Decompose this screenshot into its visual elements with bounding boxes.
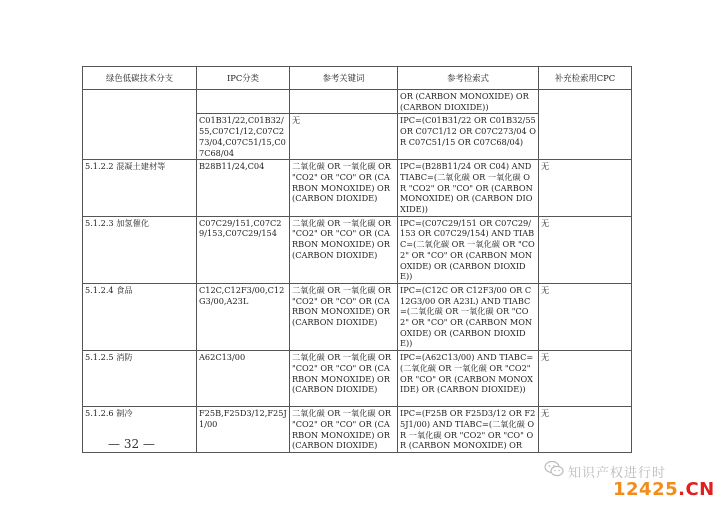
formula-cell: IPC=(F25B OR F25D3/12 OR F25J1/00) AND TIABC=(二氧化碳 OR 一氧化碳 OR "CO2" OR "CO" OR (CARBON MONOXIDE) OR	[398, 407, 539, 453]
keywords-cell: 二氧化碳 OR 一氧化碳 OR "CO2" OR "CO" OR (CARBON MONOXIDE) OR (CARBON DIOXIDE)	[290, 160, 398, 217]
branch-cell: 5.1.2.2 混凝土建材等	[83, 160, 197, 217]
cpc-cell: 无	[539, 160, 632, 217]
branch-cell: 5.1.2.4 食品	[83, 283, 197, 350]
cpc-cell: 无	[539, 407, 632, 453]
site-logo-tld: CN	[685, 479, 715, 500]
cpc-cell: 无	[539, 351, 632, 407]
formula-cell: IPC=(A62C13/00) AND TIABC=(二氧化碳 OR 一氧化碳 OR "CO2" OR "CO" OR (CARBON MONOXIDE) OR (CARBON DIOXIDE))	[398, 351, 539, 407]
formula-cell: IPC=(B28B11/24 OR C04) AND TIABC=(二氧化碳 OR 一氧化碳 OR "CO2" OR "CO" OR (CARBON MONOXIDE) OR (CARBON DIOXIDE))	[398, 160, 539, 217]
table-row	[83, 216, 632, 283]
keywords-cell: 二氧化碳 OR 一氧化碳 OR "CO2" OR "CO" OR (CARBON MONOXIDE) OR (CARBON DIOXIDE)	[290, 216, 398, 283]
table-row	[83, 407, 632, 453]
branch-cell: 5.1.2.6 制冷	[83, 407, 197, 453]
document-page	[82, 66, 631, 453]
branch-cell: 5.1.2.5 消防	[83, 351, 197, 407]
header-ipc: IPC分类	[197, 67, 290, 90]
keywords-cell: 无	[290, 114, 398, 160]
cpc-cell	[539, 90, 632, 160]
keywords-cell: 二氧化碳 OR 一氧化碳 OR "CO2" OR "CO" OR (CARBON MONOXIDE) OR (CARBON DIOXIDE)	[290, 407, 398, 453]
table-row	[83, 90, 632, 114]
site-logo	[613, 479, 715, 500]
keywords-cell	[290, 90, 398, 114]
wechat-icon	[544, 460, 564, 478]
formula-cell: IPC=(C01B31/22 OR C01B32/55 OR C07C1/12 OR C07C273/04 OR C07C51/15 OR C07C68/04)	[398, 114, 539, 160]
branch-cell: 5.1.2.3 加氢催化	[83, 216, 197, 283]
header-keywords: 参考关键词	[290, 67, 398, 90]
cpc-cell: 无	[539, 283, 632, 350]
keywords-cell: 二氧化碳 OR 一氧化碳 OR "CO2" OR "CO" OR (CARBON MONOXIDE) OR (CARBON DIOXIDE)	[290, 283, 398, 350]
table-row	[83, 160, 632, 217]
cpc-cell: 无	[539, 216, 632, 283]
header-cpc: 补充检索用CPC	[539, 67, 632, 90]
ipc-cell: F25B,F25D3/12,F25J1/00	[197, 407, 290, 453]
ipc-table	[82, 66, 632, 453]
site-logo-dot: .	[678, 479, 686, 500]
ipc-cell: C07C29/151,C07C29/153,C07C29/154	[197, 216, 290, 283]
page-number: — 32 —	[108, 437, 155, 451]
ipc-cell: C01B31/22,C01B32/55,C07C1/12,C07C273/04,C07C51/15,C07C68/04	[197, 114, 290, 160]
watermark-text: 知识产权进行时	[568, 466, 667, 481]
branch-cell	[83, 90, 197, 160]
table-header-row	[83, 67, 632, 90]
ipc-cell: B28B11/24,C04	[197, 160, 290, 217]
keywords-cell: 二氧化碳 OR 一氧化碳 OR "CO2" OR "CO" OR (CARBON MONOXIDE) OR (CARBON DIOXIDE)	[290, 351, 398, 407]
ipc-cell: C12C,C12F3/00,C12G3/00,A23L	[197, 283, 290, 350]
ipc-cell: A62C13/00	[197, 351, 290, 407]
formula-cell: OR (CARBON MONOXIDE) OR (CARBON DIOXIDE))	[398, 90, 539, 114]
formula-cell: IPC=(C07C29/151 OR C07C29/153 OR C07C29/154) AND TIABC=(二氧化碳 OR 一氧化碳 OR "CO2" OR "CO" OR (CARBON MONOXIDE) OR (CARBON DIOXIDE))	[398, 216, 539, 283]
table-row	[83, 351, 632, 407]
site-logo-number: 12425	[613, 479, 679, 500]
table-row	[83, 283, 632, 350]
header-formula: 参考检索式	[398, 67, 539, 90]
formula-cell: IPC=(C12C OR C12F3/00 OR C12G3/00 OR A23L) AND TIABC=(二氧化碳 OR 一氧化碳 OR "CO2" OR "CO" OR (CARBON MONOXIDE) OR (CARBON DIOXIDE))	[398, 283, 539, 350]
ipc-cell	[197, 90, 290, 114]
header-branch: 绿色低碳技术分支	[83, 67, 197, 90]
